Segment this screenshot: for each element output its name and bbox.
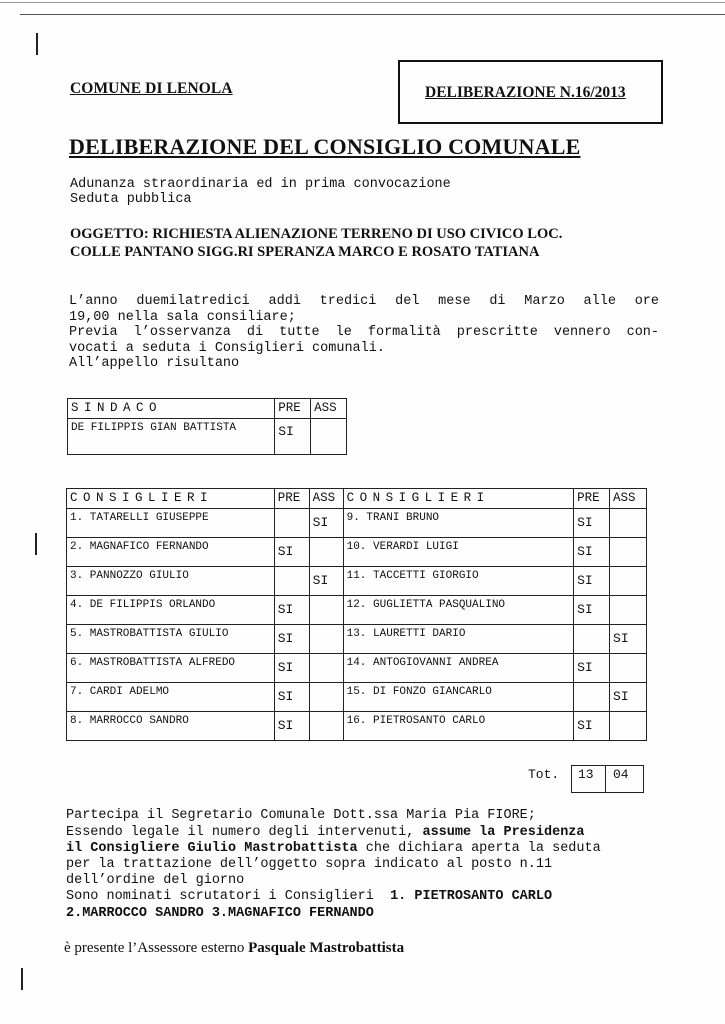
councillor-name: 2. MAGNAFICO FERNANDO	[67, 538, 275, 567]
assessore-name: Pasquale Mastrobattista	[248, 940, 405, 956]
councillor-pre: SI	[574, 596, 610, 625]
closing-line-6	[66, 889, 552, 905]
councillor-name: 4. DE FILIPPIS ORLANDO	[67, 596, 275, 625]
councillor-pre: SI	[274, 654, 309, 683]
preamble	[69, 294, 659, 372]
session-type: Adunanza straordinaria ed in prima convocazione	[70, 177, 451, 192]
councillor-name: 8. MARROCCO SANDRO	[67, 712, 275, 741]
scrutatore-1: 1. PIETROSANTO CARLO	[390, 889, 553, 904]
ass-column-header-right: ASS	[610, 489, 647, 509]
councillor-ass	[309, 625, 343, 654]
councillor-ass	[309, 654, 343, 683]
councillor-pre: SI	[574, 712, 610, 741]
total-ass: 04	[606, 765, 644, 793]
councillor-ass: SI	[309, 567, 343, 596]
table-row	[67, 509, 647, 538]
municipality-name: COMUNE DI LENOLA	[70, 80, 233, 97]
preamble-line-5: All’appello risultano	[69, 356, 240, 371]
councillor-ass	[610, 509, 647, 538]
scrutatori-text: Sono nominati scrutatori i Consiglieri	[66, 889, 391, 904]
deliberation-number-box	[398, 60, 663, 124]
margin-mark	[36, 33, 38, 55]
president-name: il Consigliere Giulio Mastrobattista	[66, 841, 358, 856]
subject	[70, 225, 562, 261]
councillor-ass: SI	[309, 509, 343, 538]
total-pre: 13	[571, 765, 606, 793]
assessore-line	[64, 940, 404, 957]
table-row	[67, 712, 647, 741]
total-label: Tot.	[528, 767, 560, 782]
councillor-ass	[309, 683, 343, 712]
councillor-ass	[610, 596, 647, 625]
councillor-name: 13. LAURETTI DARIO	[343, 625, 573, 654]
councillor-ass	[610, 538, 647, 567]
preamble-line-2: 19,00 nella sala consiliare;	[69, 309, 296, 325]
councillor-ass	[309, 596, 343, 625]
sindaco-table	[67, 398, 347, 455]
preamble-line-1: L’anno duemilatredici addì tredici del mese di Marzo alle ore	[69, 294, 659, 309]
scan-edge-line	[0, 2, 725, 3]
councillor-name: 3. PANNOZZO GIULIO	[67, 567, 275, 596]
assessore-prefix: è presente l’Assessore esterno	[64, 940, 249, 956]
session-public: Seduta pubblica	[70, 192, 192, 207]
sindaco-header: SINDACO	[68, 399, 275, 419]
closing-line-2-text: Essendo legale il numero degli intervenuti,	[66, 825, 423, 840]
sindaco-name: DE FILIPPIS GIAN BATTISTA	[68, 419, 275, 455]
preamble-line-4: vocati a seduta i Consiglieri comunali.	[69, 340, 385, 356]
councillor-ass	[610, 654, 647, 683]
closing-line-5: dell’ordine del giorno	[66, 873, 245, 888]
councillor-ass	[610, 567, 647, 596]
councillor-pre: SI	[274, 683, 309, 712]
councillor-pre: SI	[274, 596, 309, 625]
councillor-name: 15. DI FONZO GIANCARLO	[343, 683, 573, 712]
pre-column-header-right: PRE	[574, 489, 610, 509]
table-row	[67, 683, 647, 712]
sindaco-pre: SI	[275, 419, 311, 455]
scrutatori-line-2: 2.MARROCCO SANDRO 3.MAGNAFICO FERNANDO	[66, 906, 374, 921]
councillor-name: 6. MASTROBATTISTA ALFREDO	[67, 654, 275, 683]
subject-line-2: COLLE PANTANO SIGG.RI SPERANZA MARCO E ROSATO TATIANA	[70, 244, 540, 260]
councillor-pre: SI	[574, 654, 610, 683]
subject-line-1: OGGETTO: RICHIESTA ALIENAZIONE TERRENO DI USO CIVICO LOC.	[70, 226, 563, 242]
closing-line-3	[66, 841, 601, 857]
councillor-name: 1. TATARELLI GIUSEPPE	[67, 509, 275, 538]
preamble-line-3: Previa l’osservanza di tutte le formalità prescritte vennero con-	[69, 325, 659, 340]
sindaco-ass	[311, 419, 347, 455]
councillor-pre: SI	[574, 538, 610, 567]
consiglieri-header-left: CONSIGLIERI	[67, 489, 275, 509]
councillor-pre: SI	[274, 625, 309, 654]
councillor-name: 16. PIETROSANTO CARLO	[343, 712, 573, 741]
councillor-ass: SI	[610, 683, 647, 712]
closing-line-2	[66, 825, 585, 841]
councillor-ass	[309, 538, 343, 567]
table-row	[67, 654, 647, 683]
margin-mark	[21, 968, 23, 990]
closing-line-2-bold: assume la Presidenza	[422, 825, 585, 840]
closing-line-1: Partecipa il Segretario Comunale Dott.ssa Maria Pia FIORE;	[66, 808, 536, 823]
councillor-name: 10. VERARDI LUIGI	[343, 538, 573, 567]
consiglieri-table	[66, 488, 647, 741]
councillor-name: 12. GUGLIETTA PASQUALINO	[343, 596, 573, 625]
councillor-pre	[274, 509, 309, 538]
councillor-ass	[309, 712, 343, 741]
councillor-name: 5. MASTROBATTISTA GIULIO	[67, 625, 275, 654]
deliberation-number: DELIBERAZIONE N.16/2013	[425, 84, 626, 101]
header-rule	[20, 14, 725, 15]
ass-column-header: ASS	[311, 399, 347, 419]
table-row	[67, 625, 647, 654]
councillor-name: 7. CARDI ADELMO	[67, 683, 275, 712]
councillor-name: 9. TRANI BRUNO	[343, 509, 573, 538]
pre-column-header-left: PRE	[274, 489, 309, 509]
councillor-pre: SI	[574, 509, 610, 538]
councillor-pre: SI	[274, 712, 309, 741]
consiglieri-header-right: CONSIGLIERI	[343, 489, 573, 509]
ass-column-header-left: ASS	[309, 489, 343, 509]
councillor-name: 11. TACCETTI GIORGIO	[343, 567, 573, 596]
councillor-ass: SI	[610, 625, 647, 654]
page-title: DELIBERAZIONE DEL CONSIGLIO COMUNALE	[69, 134, 581, 159]
councillor-pre	[574, 683, 610, 712]
councillor-name: 14. ANTOGIOVANNI ANDREA	[343, 654, 573, 683]
closing-line-4: per la trattazione dell’oggetto sopra indicato al posto n.11	[66, 857, 553, 872]
councillor-pre: SI	[274, 538, 309, 567]
table-row	[67, 538, 647, 567]
councillor-pre: SI	[574, 567, 610, 596]
closing-line-3-text: che dichiara aperta la seduta	[357, 841, 601, 856]
councillor-ass	[610, 712, 647, 741]
councillor-pre	[574, 625, 610, 654]
margin-mark	[35, 533, 37, 555]
table-row	[67, 567, 647, 596]
pre-column-header: PRE	[275, 399, 311, 419]
councillor-pre	[274, 567, 309, 596]
table-row	[67, 596, 647, 625]
